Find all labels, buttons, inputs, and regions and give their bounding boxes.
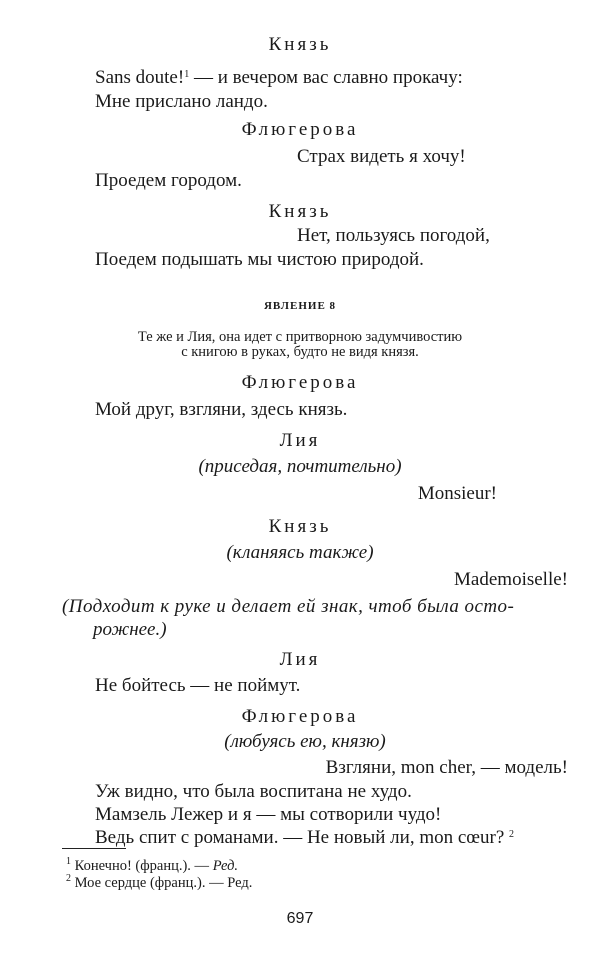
footnote-text: Конечно! (франц.). — (74, 858, 213, 874)
stage-direction: с книгою в руках, будто не видя князя. (181, 344, 419, 360)
footnote-mark: 1 (66, 856, 71, 867)
speaker-name: Флюгерова (241, 119, 359, 140)
verse-line: Не бойтесь — не поймут. (95, 675, 301, 696)
stage-direction: Те же и Лия, она идет с притворною задумчивостию (137, 329, 463, 345)
verse-line (95, 827, 514, 849)
verse-line: Уж видно, что была воспитана не худо. (95, 781, 412, 802)
verse-line: Mademoiselle! (454, 569, 568, 590)
footnote (66, 875, 252, 891)
speaker-name: Князь (268, 201, 332, 222)
footnote-mark: 2 (66, 873, 71, 884)
speaker-name: Лия (279, 649, 321, 670)
remark: (приседая, почтительно) (198, 456, 402, 477)
verse-line: Monsieur! (417, 483, 497, 504)
speaker-name: Флюгерова (241, 372, 359, 393)
verse-line: Мамзель Лежер и я — мы сотворили чудо! (95, 804, 442, 825)
scene-heading: ЯВЛЕНИЕ 8 (263, 300, 337, 312)
footnote-ref: 1 (184, 69, 190, 80)
speaker-name: Лия (279, 430, 321, 451)
speaker-name: Князь (268, 516, 332, 537)
verse-line: Проедем городом. (95, 170, 242, 191)
remark: рожнее.) (93, 619, 167, 640)
speaker-name: Флюгерова (241, 706, 359, 727)
verse-line: Взгляни, mon cher, — модель! (325, 757, 568, 778)
page-number: 697 (286, 910, 314, 927)
verse-line: Мне прислано ландо. (95, 91, 268, 112)
footnote-ref: 2 (509, 829, 515, 840)
verse-text: Sans doute! (95, 67, 185, 88)
verse-line (95, 67, 463, 89)
remark: (кланяясь также) (226, 542, 374, 563)
footnote (66, 858, 238, 874)
remark: (любуясь ею, князю) (224, 731, 386, 752)
verse-text: Ведь спит с романами. — Не новый ли, mon cœur? (95, 827, 505, 848)
footnote-text: Мое сердце (франц.). — (74, 875, 228, 891)
speaker-name: Князь (268, 34, 332, 55)
verse-line: Страх видеть я хочу! (297, 146, 466, 167)
verse-text: — и вечером вас славно прокачу: (189, 67, 463, 88)
verse-line: Мой друг, взгляни, здесь князь. (95, 399, 348, 420)
remark: (Подходит к руке и делает ей знак, чтоб была осто- (62, 596, 515, 617)
footnote-editor: Ред. (227, 875, 253, 891)
verse-line: Поедем подышать мы чистою природой. (95, 249, 424, 270)
footnote-divider (62, 848, 126, 849)
verse-line: Нет, пользуясь погодой, (297, 225, 490, 246)
footnote-editor: Ред. (212, 858, 239, 874)
